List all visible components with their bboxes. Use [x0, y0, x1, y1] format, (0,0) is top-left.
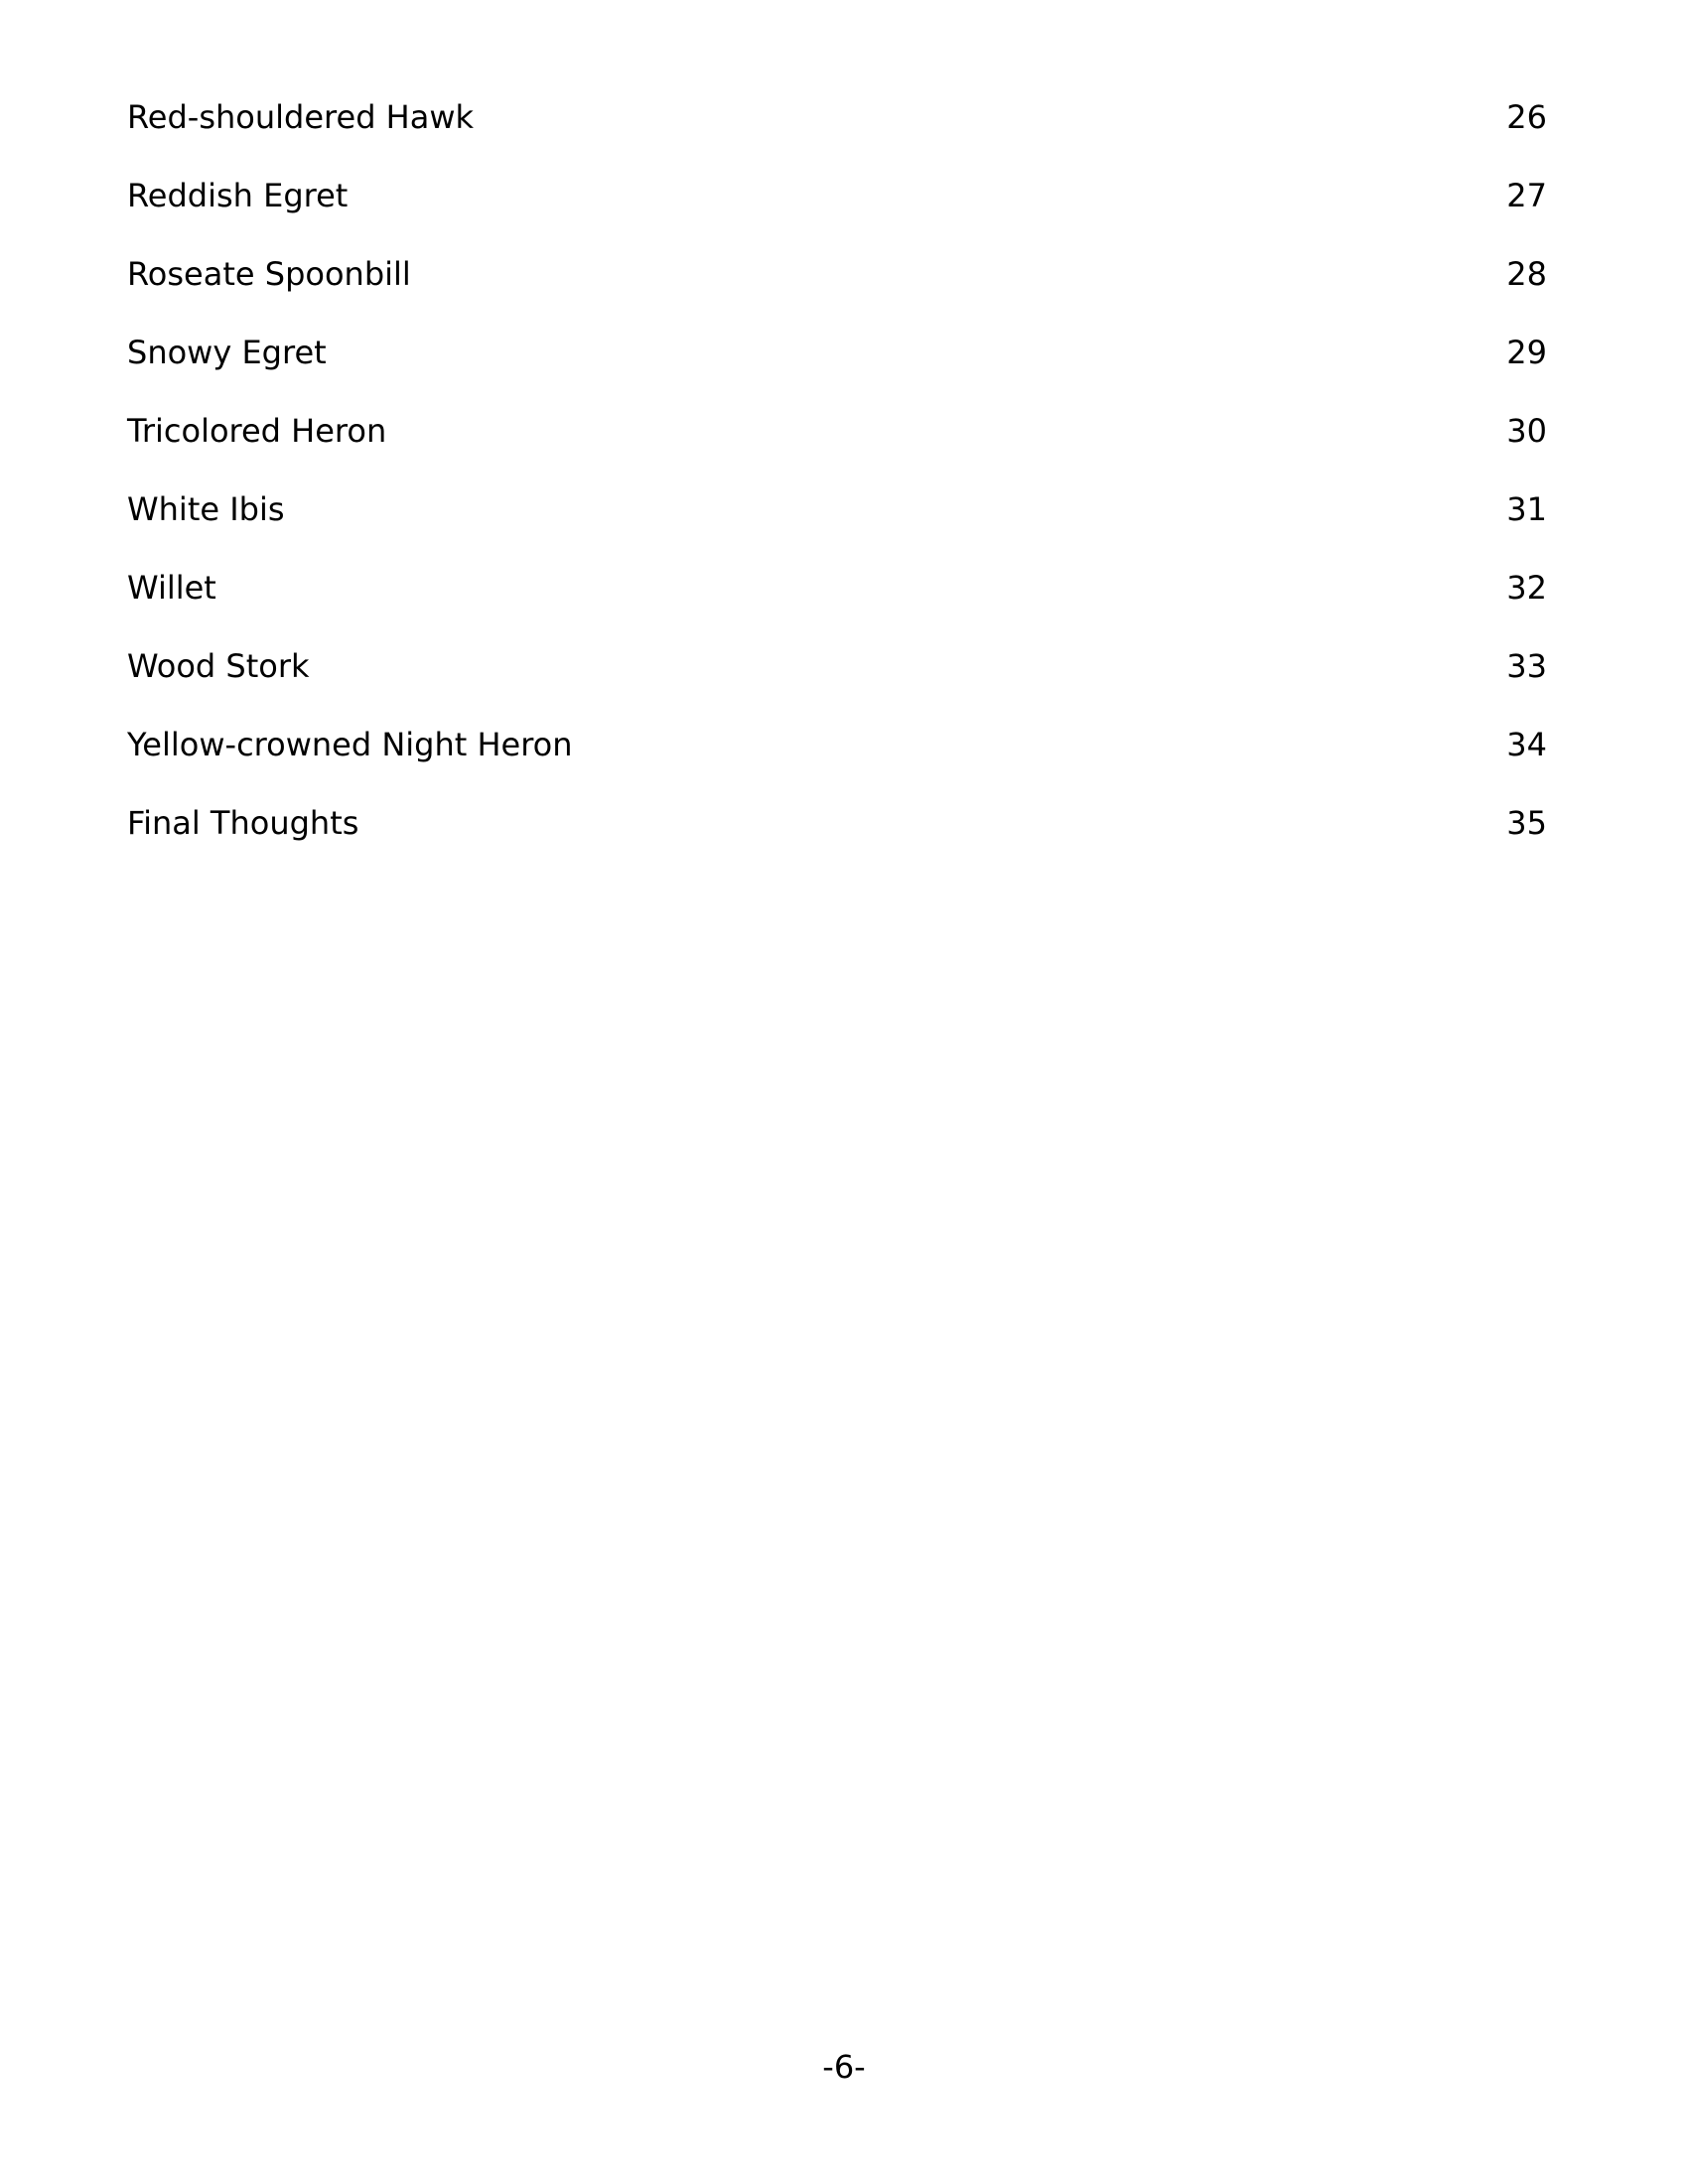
toc-entry	[127, 798, 1547, 877]
toc-entry-title: Wood Stork	[127, 647, 310, 685]
toc-entry-title: Final Thoughts	[127, 804, 359, 842]
toc-entry	[127, 92, 1547, 171]
toc-entry	[127, 641, 1547, 720]
toc-entry	[127, 484, 1547, 563]
page-number: -6-	[822, 2048, 866, 2086]
toc-entry-title: Reddish Egret	[127, 177, 349, 214]
toc-entry	[127, 720, 1547, 798]
toc-entry-page: 28	[1506, 255, 1547, 293]
toc-entry-page: 26	[1506, 98, 1547, 136]
toc-entry	[127, 563, 1547, 641]
toc-entry-title: White Ibis	[127, 490, 285, 528]
toc-entry-page: 34	[1506, 726, 1547, 763]
toc-entry-title: Willet	[127, 569, 216, 607]
toc-entry-title: Yellow-crowned Night Heron	[127, 726, 573, 763]
toc-entry-title: Red-shouldered Hawk	[127, 98, 475, 136]
table-of-contents	[127, 92, 1547, 877]
toc-entry-title: Roseate Spoonbill	[127, 255, 411, 293]
toc-entry	[127, 171, 1547, 249]
toc-entry-page: 31	[1506, 490, 1547, 528]
toc-entry	[127, 406, 1547, 484]
toc-entry-page: 30	[1506, 412, 1547, 450]
toc-entry-page: 27	[1506, 177, 1547, 214]
toc-entry-page: 32	[1506, 569, 1547, 607]
toc-entry	[127, 249, 1547, 328]
toc-entry-title: Snowy Egret	[127, 334, 327, 371]
toc-entry-page: 29	[1506, 334, 1547, 371]
toc-entry	[127, 328, 1547, 406]
toc-entry-title: Tricolored Heron	[127, 412, 387, 450]
toc-entry-page: 35	[1506, 804, 1547, 842]
toc-entry-page: 33	[1506, 647, 1547, 685]
